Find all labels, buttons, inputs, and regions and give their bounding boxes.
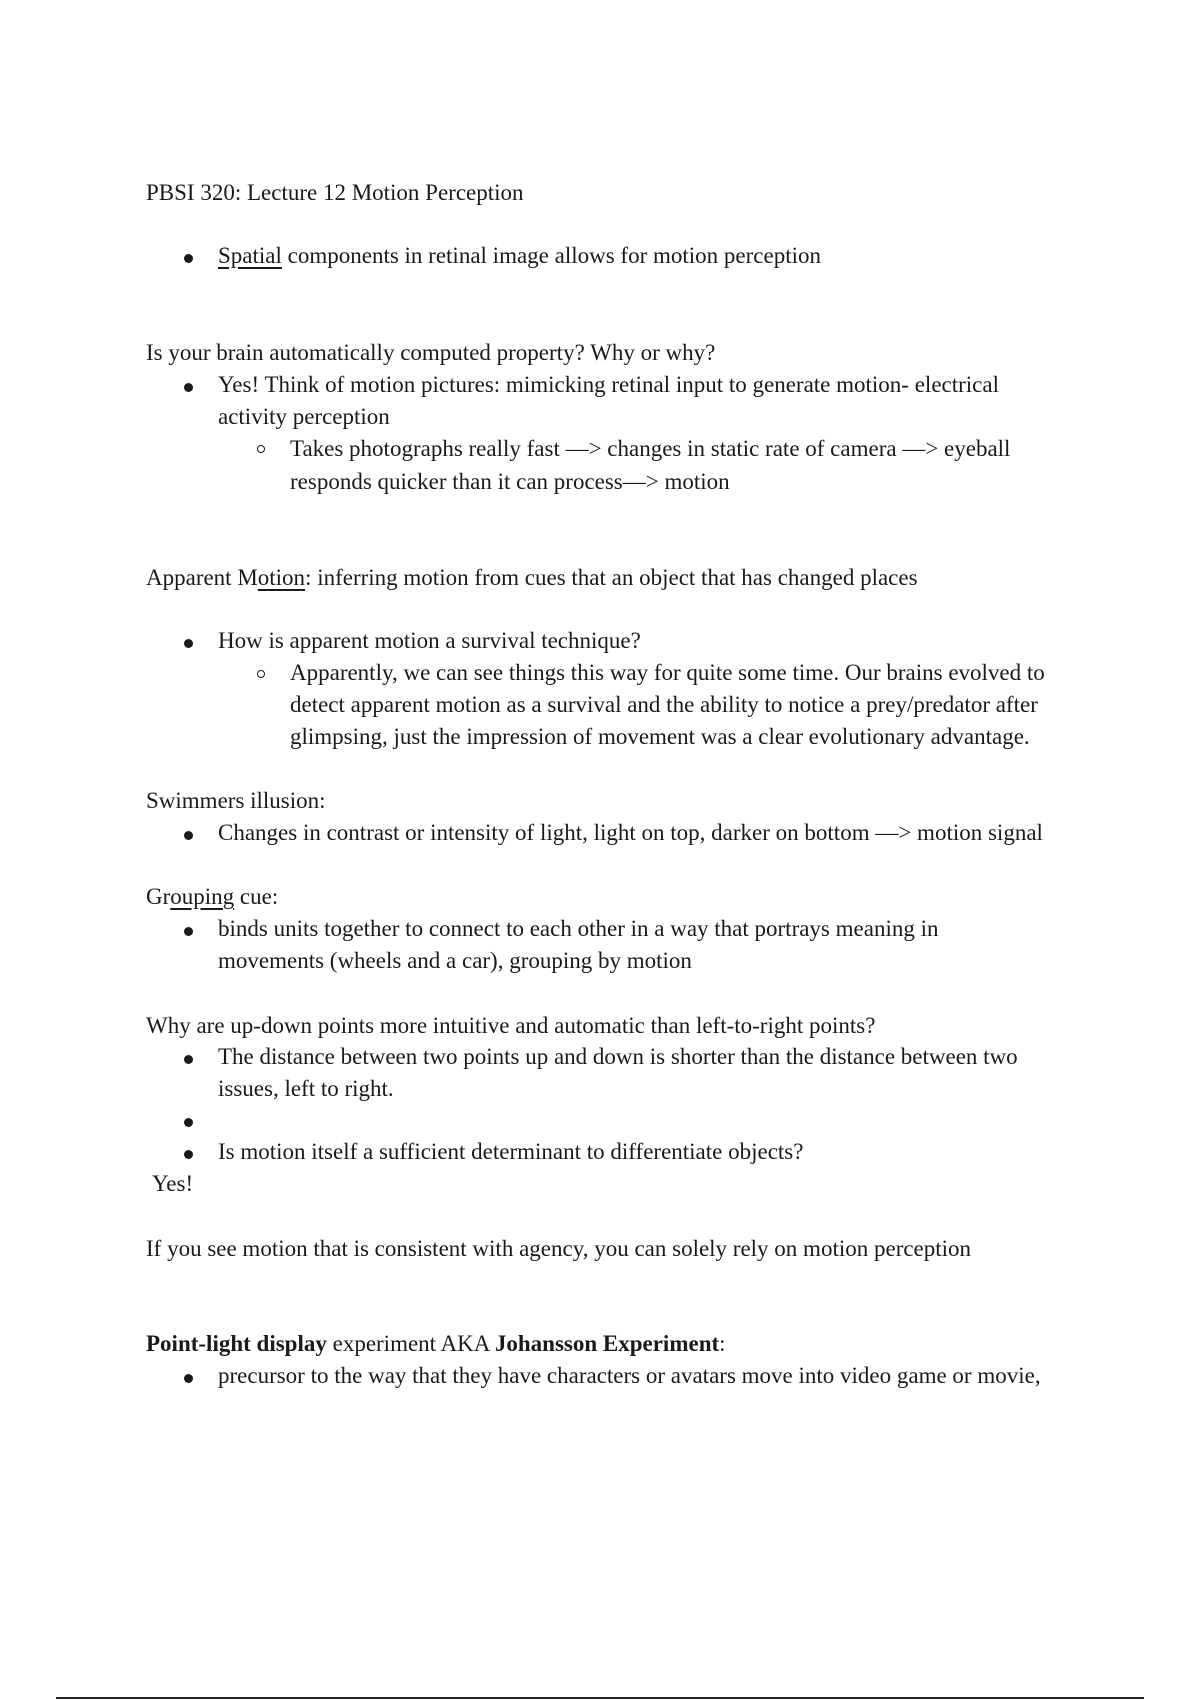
updown-answer: Yes! (152, 1171, 194, 1196)
bullet-marker (184, 1055, 193, 1064)
bullet-marker (184, 383, 193, 392)
bullet-marker (184, 639, 193, 648)
q1-sub-line1: Takes photographs really fast —> changes in static rate of camera —> eyeball (290, 436, 1011, 461)
q1-bullet-line2: activity perception (218, 404, 390, 429)
pointlight-bullet: precursor to the way that they have characters or avatars move into video game or movie, (218, 1363, 1041, 1388)
pointlight-end: : (719, 1331, 726, 1356)
apparent-pre: Apparent M (146, 565, 258, 590)
swimmers-bullet: Changes in contrast or intensity of light, light on top, darker on bottom —> motion signal (218, 820, 1043, 845)
sub-bullet-marker (257, 445, 265, 453)
sub-bullet-marker (257, 670, 265, 678)
updown-bullet-line2: issues, left to right. (218, 1076, 394, 1101)
underlined-term: Spatial (218, 243, 282, 268)
q1-bullet-line1: Yes! Think of motion pictures: mimicking retinal input to generate motion- electrical (218, 372, 999, 397)
updown-bullet-line1: The distance between two points up and down is shorter than the distance between two (218, 1044, 1018, 1069)
underlined-term: otion (257, 565, 306, 590)
intro-bullet (218, 240, 821, 272)
bold-term: Johansson Experiment (494, 1331, 720, 1356)
apparent-post: : inferring motion from cues that an object that has changed places (305, 565, 918, 590)
apparent-sub-line1: Apparently, we can see things this way for quite some time. Our brains evolved to (290, 660, 1045, 685)
grouping-bullet-line2: movements (wheels and a car), grouping by motion (218, 948, 692, 973)
pointlight-mid: experiment AKA (326, 1331, 495, 1356)
bullet-marker (184, 831, 193, 840)
bullet-marker (184, 1374, 193, 1383)
bold-term: Point-light display (146, 1331, 327, 1356)
page-title: PBSI 320: Lecture 12 Motion Perception (146, 180, 524, 205)
page-bottom-rule (56, 1697, 1144, 1699)
agency-paragraph: If you see motion that is consistent with agency, you can solely rely on motion perception (146, 1236, 972, 1261)
grouping-post: cue: (234, 884, 279, 909)
grouping-pre: Gr (146, 884, 171, 909)
apparent-bullet: How is apparent motion a survival technique? (218, 628, 641, 653)
apparent-motion-heading (146, 562, 918, 594)
q1-sub-line2: responds quicker than it can process—> motion (290, 469, 730, 494)
bullet-marker (184, 1150, 193, 1159)
bullet-marker (184, 254, 193, 263)
q1-heading: Is your brain automatically computed property? Why or why? (146, 340, 716, 365)
underlined-term: ouping (170, 884, 235, 909)
swimmers-heading: Swimmers illusion: (146, 788, 326, 813)
intro-text: components in retinal image allows for motion perception (281, 243, 821, 268)
apparent-sub-line3: glimpsing, just the impression of movement was a clear evolutionary advantage. (290, 724, 1030, 749)
updown-bullet3: Is motion itself a sufficient determinant to differentiate objects? (218, 1139, 804, 1164)
updown-heading: Why are up-down points more intuitive and automatic than left-to-right points? (146, 1013, 876, 1038)
apparent-sub-line2: detect apparent motion as a survival and the ability to notice a prey/predator after (290, 692, 1038, 717)
grouping-bullet-line1: binds units together to connect to each other in a way that portrays meaning in (218, 916, 939, 941)
empty-bullet-marker (184, 1118, 193, 1127)
pointlight-heading (146, 1328, 726, 1360)
bullet-marker (184, 927, 193, 936)
grouping-heading (146, 881, 278, 913)
